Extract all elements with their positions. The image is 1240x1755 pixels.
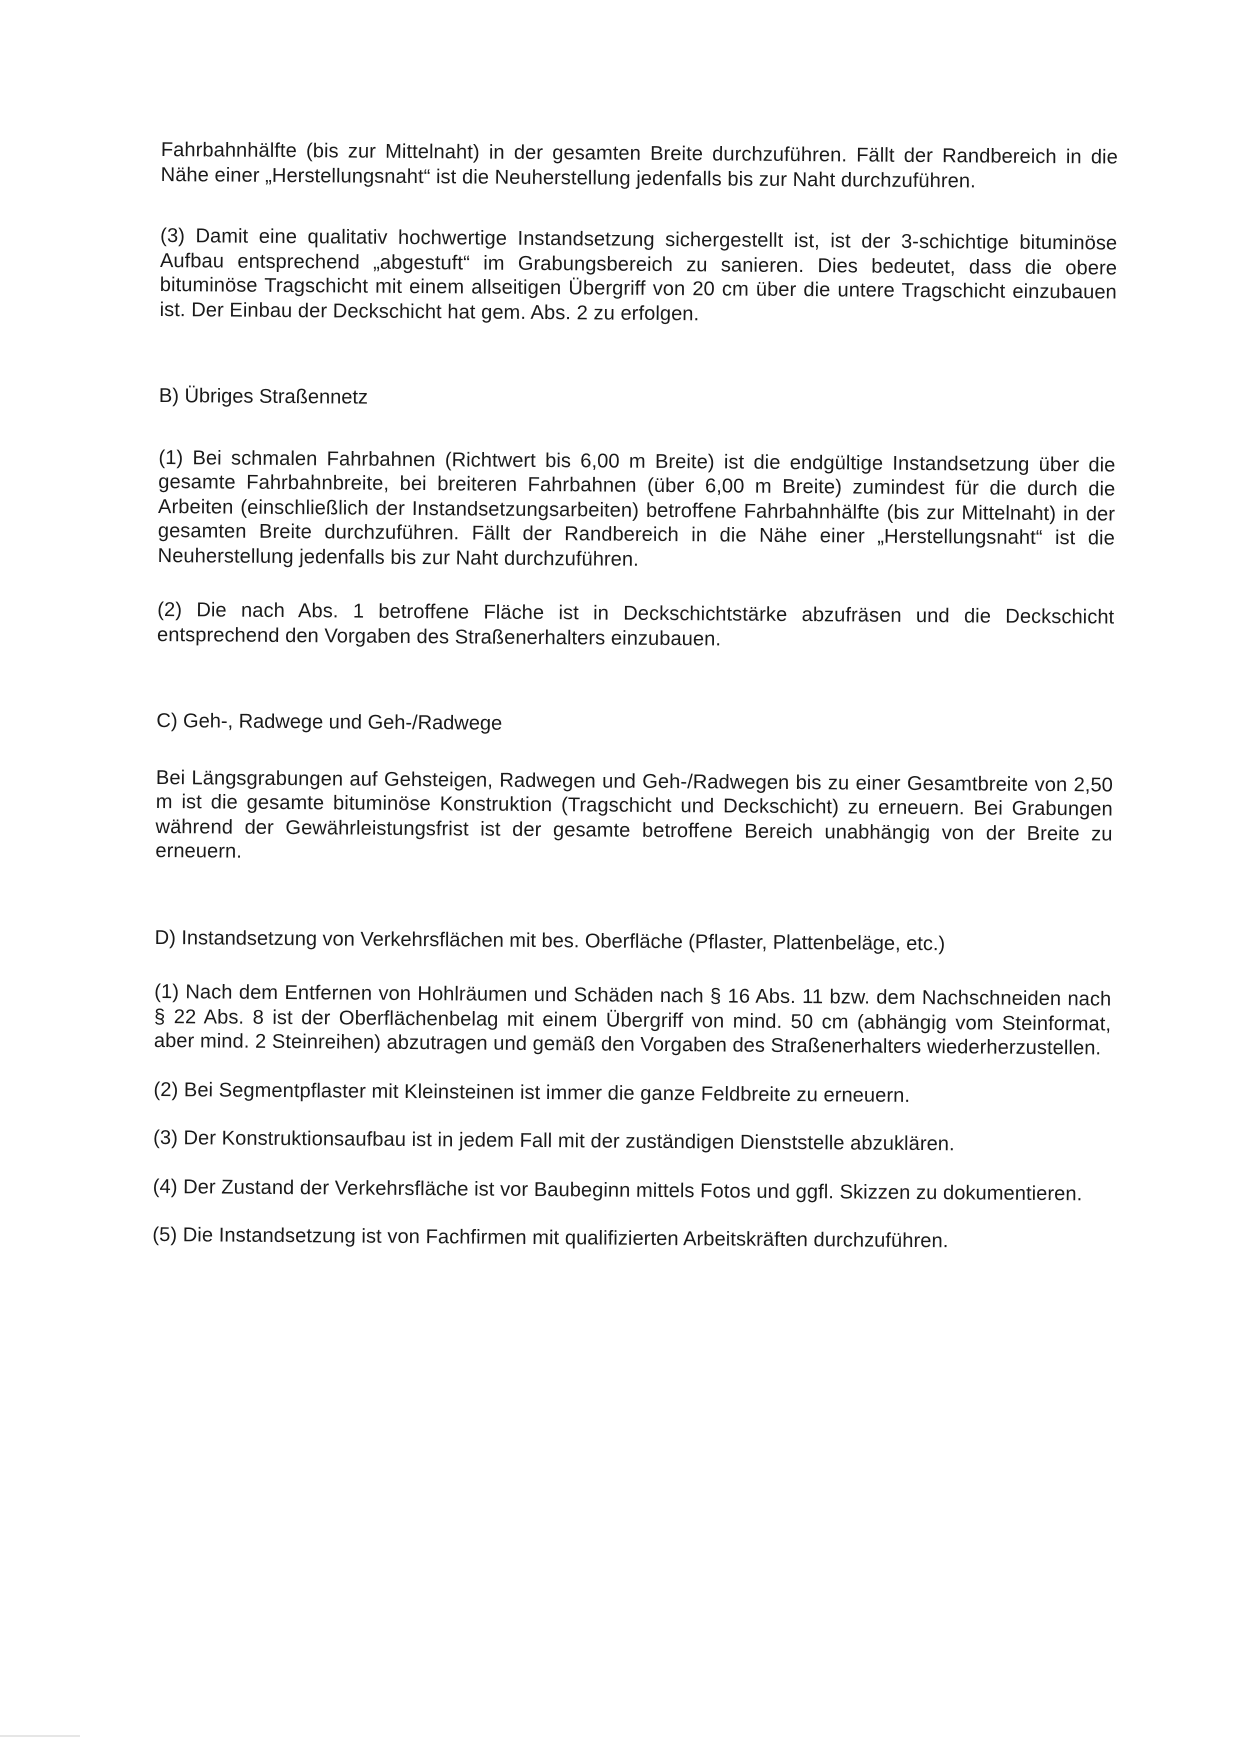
section-d-paragraph-2: (2) Bei Segmentpflaster mit Kleinsteinen ist immer die ganze Feldbreite zu erneuern. — [153, 1078, 911, 1107]
intro-paragraph: Fahrbahnhälfte (bis zur Mittelnaht) in der gesamten Breite durchzuführen. Fällt der Randbereich in die Nähe einer „Herstellungsnaht“ ist die Neuherstellung jedenfalls bis zur Naht durchzuführen. — [160, 138, 1118, 192]
section-d-heading: D) Instandsetzung von Verkehrsflächen mit bes. Oberfläche (Pflaster, Plattenbeläge, etc.) — [154, 926, 946, 955]
section-d-paragraph-3: (3) Der Konstruktionsaufbau ist in jedem Fall mit der zuständigen Dienststelle abzuklären. — [153, 1126, 955, 1156]
section-d-paragraph-5: (5) Die Instandsetzung ist von Fachfirmen mit qualifizierten Arbeitskräften durchzuführen. — [152, 1223, 949, 1253]
scan-edge-mark — [0, 1735, 80, 1737]
section-d-paragraph-1: (1) Nach dem Entfernen von Hohlräumen und Schäden nach § 16 Abs. 11 bzw. dem Nachschneiden nach § 22 Abs. 8 ist der Oberflächenbelag mit einem Übergriff von mind. 50 cm (abhängig vom Steinformat, aber mind. 2 Steinreihen) abzutragen und gemäß den Vorgaben des Straßenerhalters wiederherzustellen. — [153, 980, 1112, 1060]
section-b-paragraph-1: (1) Bei schmalen Fahrbahnen (Richtwert bis 6,00 m Breite) ist die endgültige Instandsetzung über die gesamte Fahrbahnbreite, bei breiteren Fahrbahnen (über 6,00 m Breite) zumindest für die durch die Arbeiten (einschließlich der Instandsetzungsarbeiten) betroffene Fahrbahnhälfte (bis zur Mittelnaht) in der gesamten Breite durchzuführen. Fällt der Randbereich in die Nähe einer „Herstellungsnaht“ ist die Neuherstellung jedenfalls bis zur Naht durchzuführen. — [157, 446, 1116, 571]
section-b-paragraph-2: (2) Die nach Abs. 1 betroffene Fläche ist in Deckschichtstärke abzufräsen und die Deckschicht entsprechend den Vorgaben des Straßenerhalters einzubauen. — [157, 598, 1115, 650]
section-c-heading: C) Geh-, Radwege und Geh-/Radwege — [156, 709, 503, 735]
document-body — [152, 138, 1118, 1255]
section-c-paragraph-1: Bei Längsgrabungen auf Gehsteigen, Radwegen und Geh-/Radwegen bis zu einer Gesamtbreite von 2,50 m ist die gesamte bituminöse Konstruktion (Tragschicht und Deckschicht) zu erneuern. Bei Grabungen während der Gewährleistungsfrist ist der gesamte betroffene Bereich unabhängig von der Breite zu erneuern. — [155, 766, 1114, 863]
paragraph-3: (3) Damit eine qualitativ hochwertige Instandsetzung sichergestellt ist, ist der 3-schichtige bituminöse Aufbau entsprechend „abgestuft“ im Grabungsbereich zu sanieren. Dies bedeutet, dass die obere bituminöse Tragschicht mit einem allseitigen Übergriff von 20 cm über die untere Tragschicht einzubauen ist. Der Einbau der Deckschicht hat gem. Abs. 2 zu erfolgen. — [159, 224, 1118, 325]
section-b-heading: B) Übriges Straßennetz — [158, 384, 369, 409]
section-d-paragraph-4: (4) Der Zustand der Verkehrsfläche ist vor Baubeginn mittels Fotos und ggfl. Skizzen zu dokumentieren. — [152, 1175, 1083, 1205]
